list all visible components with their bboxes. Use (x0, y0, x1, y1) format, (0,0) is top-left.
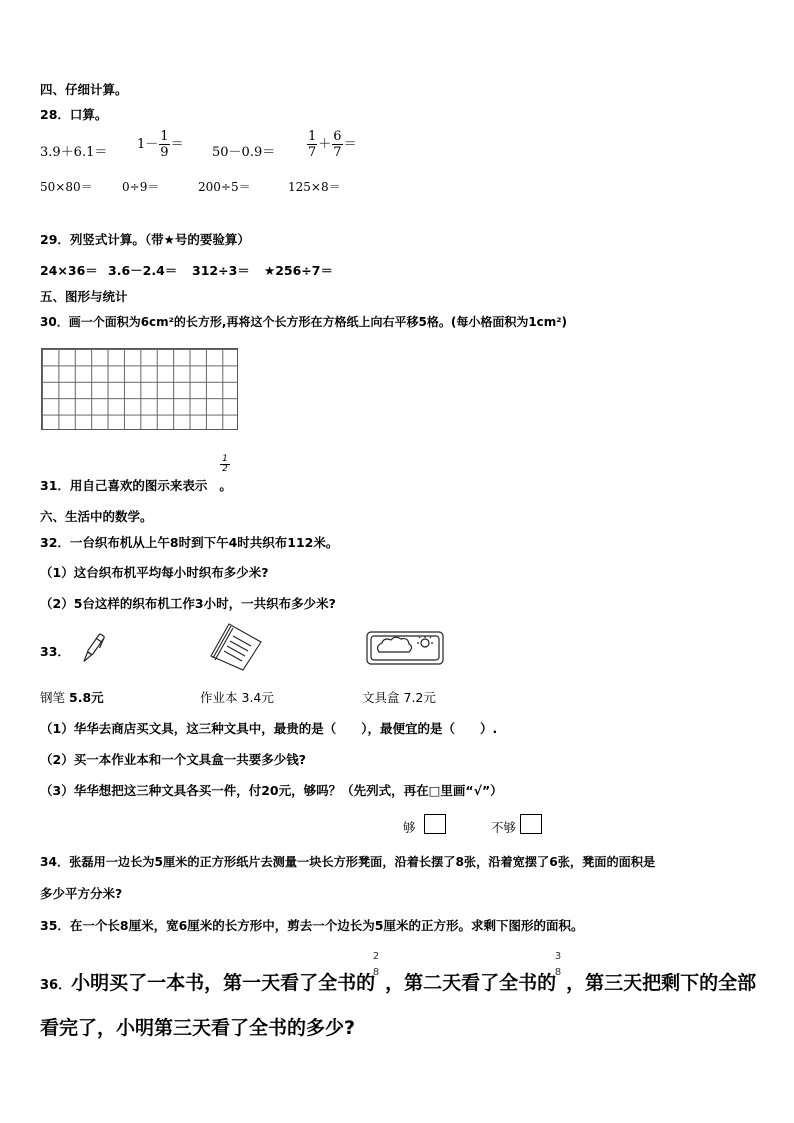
item-label: 作业本 (200, 690, 238, 705)
q33-part2: （2）买一本作业本和一个文具盒一共要多少钱? (40, 752, 306, 767)
item-price: 5.8元 (69, 690, 104, 705)
denominator: 7 (333, 145, 342, 160)
q31-end: 。 (219, 478, 232, 493)
q28-title: 28．口算。 (40, 107, 108, 122)
q34-line1: 34．张磊用一边长为5厘米的正方形纸片去测量一块长方形凳面，沿着长摆了8张，沿着宽摆了6张，凳面的面积是 (40, 855, 656, 869)
q32-part2: （2）5台这样的织布机工作3小时，一共织布多少米? (40, 596, 336, 611)
q28-r2-c: 200÷5＝ (198, 180, 251, 194)
denominator: 8 (372, 967, 380, 978)
q31-text: 31．用自己喜欢的图示来表示 (40, 478, 208, 493)
q36-number: 36． (40, 978, 72, 993)
numerator: 2 (372, 951, 380, 962)
equals: ＝ (170, 137, 184, 152)
item-price: 7.2元 (403, 690, 436, 705)
item-label: 钢笔 (40, 690, 66, 705)
section-6-heading: 六、生活中的数学。 (40, 509, 153, 524)
q36-line2: 看完了，小明第三天看了全书的多少? (40, 1017, 356, 1039)
pencil-box-icon (365, 628, 445, 668)
q34-line2: 多少平方分米? (40, 886, 123, 901)
q31 (40, 476, 232, 494)
numerator: 6 (333, 129, 342, 144)
q32-title: 32．一台织布机从上午8时到下午4时共织布112米。 (40, 535, 339, 550)
q28-r1-b-whole: 1－ (137, 137, 159, 152)
q28-r1-c: 50－0.9＝ (212, 145, 276, 160)
q36-text-a: 小明买了一本书，第一天看了全书的 (71, 972, 376, 994)
q35-text: 35．在一个长8厘米，宽6厘米的长方形中，剪去一个边长为5厘米的正方形。求剩下图形的面积。 (40, 918, 584, 933)
grid-paper[interactable] (41, 348, 238, 430)
q28-r1-b (137, 130, 184, 159)
item-price: 3.4元 (241, 690, 274, 705)
q36-text-b: ，第二天看了全书的 (385, 972, 557, 994)
q36-line1 (40, 968, 756, 995)
q33-item (40, 688, 104, 706)
not-enough-label: 不够 (491, 820, 517, 835)
denominator: 8 (554, 967, 562, 978)
q36-fraction-2 (553, 952, 563, 978)
numerator: 1 (220, 455, 230, 465)
q33-number: 33． (40, 644, 70, 659)
q33-item (200, 688, 274, 706)
pen-icon (74, 630, 110, 670)
q28-r1-d (306, 130, 357, 159)
q28-r1-a: 3.9＋6.1＝ (40, 145, 108, 160)
numerator: 1 (308, 129, 317, 144)
q36-fraction-1 (371, 952, 381, 978)
q28-r2-a: 50×80＝ (40, 180, 93, 194)
q36-text-c: ，第三天把剩下的全部 (566, 972, 757, 994)
q29-item: 312÷3＝ (192, 263, 250, 278)
q29-item: ★256÷7＝ (264, 263, 333, 278)
plus: ＋ (318, 137, 332, 152)
equals: ＝ (343, 137, 357, 152)
q33-part3: （3）华华想把这三种文具各买一件，付20元，够吗？（先列式，再在□里画“√”） (40, 783, 503, 798)
q29-item: 24×36＝ (40, 263, 98, 278)
q29-title: 29．列竖式计算。（带★号的要验算） (40, 232, 250, 247)
enough-label: 够 (403, 820, 416, 835)
q28-r2-d: 125×8＝ (288, 180, 341, 194)
not-enough-checkbox[interactable] (520, 814, 542, 834)
numerator: 3 (554, 951, 562, 962)
q33-part1: （1）华华去商店买文具，这三种文具中，最贵的是（ ），最便宜的是（ ）. (40, 721, 498, 736)
section-4-heading: 四、仔细计算。 (40, 82, 128, 97)
q33-item (362, 688, 436, 706)
denominator: 2 (222, 464, 228, 474)
q32-part1: （1）这台织布机平均每小时织布多少米? (40, 565, 269, 580)
fraction (159, 130, 169, 159)
q28-r2-b: 0÷9＝ (122, 180, 160, 194)
q30-text: 30．画一个面积为6cm²的长方形,再将这个长方形在方格纸上向右平移5格。(每小格面积为1cm²) (40, 315, 568, 329)
notebook-icon (207, 616, 265, 672)
denominator: 9 (160, 145, 169, 160)
q29-item: 3.6－2.4＝ (108, 263, 178, 278)
section-5-heading: 五、图形与统计 (40, 289, 128, 304)
fraction (332, 130, 342, 159)
enough-checkbox[interactable] (424, 814, 446, 834)
item-label: 文具盒 (362, 690, 400, 705)
numerator: 1 (160, 129, 169, 144)
denominator: 7 (308, 145, 317, 160)
q31-fraction (220, 455, 230, 474)
fraction (307, 130, 317, 159)
